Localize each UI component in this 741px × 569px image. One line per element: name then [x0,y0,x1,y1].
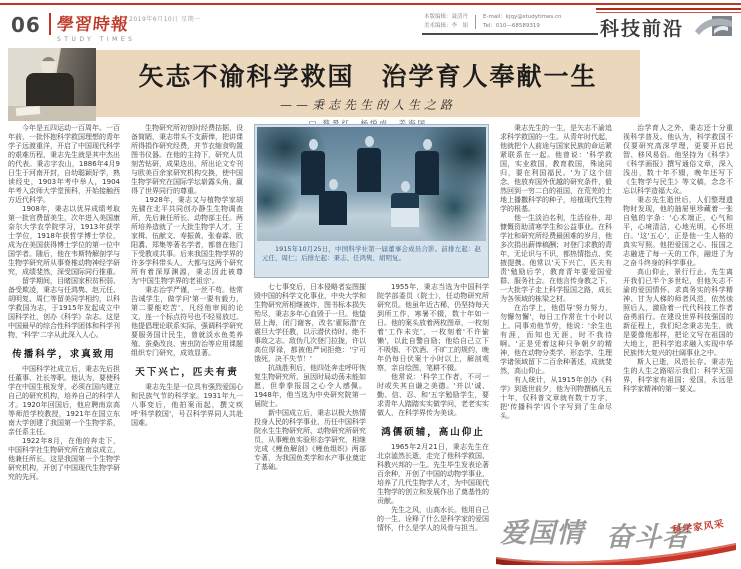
section-subhead: 鸿儒硕辅，高山仰止 [381,427,485,438]
editors-separator [475,15,476,29]
article-paragraph: 秉志治学严谨，一丝不苟。他常告诫学生，做学问'第一要有毅力，第二要能吃苦'，凡经他审阅的论文，连一个标点符号也不轻易放过。他提倡理论联系实际，强调科学研究要服务国计民生，曾就淡水鱼类养殖、蚕桑改良、害虫防治等应用课题组织专门研究，成效显著。 [131,286,243,357]
article-column [623,124,733,506]
group-photo-block [254,124,489,278]
article-column [254,283,366,562]
article-paragraph: 1908年，秉志以优异成绩考取第一批官费留美生，次年进入美国康奈尔大学农学院学习，1913年获学士学位，1918年获哲学博士学位，成为在美国获得博士学位的第一位中国学者。随后，他在韦斯特解剖学与生物学研究所从事脊椎动物神经学研究，成绩斐然，深受国际同行推重。 [8,205,120,276]
ribbon-graphic [496,541,736,565]
article-paragraph: 有人统计，从1915年创办《科学》到逝世前夕，他为刊物撰稿凡五十年，仅科普文章就有数十万字，把'传播科学'四个字写到了生命尽头。 [500,376,612,420]
group-photo-image [257,127,486,241]
masthead-divider [49,13,51,35]
editors-names [424,13,468,31]
article-paragraph: 中国科学社成立后，秉志先后担任董事、社长等职。他认为，要使科学在中国生根发芽，必须在国内建立自己的研究机构，培养自己的科学人才。1920年回国后，他应聘南京高等师范学校教授，1921年在国立东南大学创建了我国第一个生物学系，亲任系主任。 [8,365,120,436]
portrait-photo [8,48,96,121]
photo-figure [357,136,381,192]
article-paragraph: 抗战胜利后，他四处奔走呼吁恢复生物研究所，虽因时局动荡未能如愿，但拳拳报国之心令人感佩。1948年，他当选为中央研究院第一届院士。 [254,364,366,408]
article-paragraph: 生物研究所初创时经费拮据，设备简陋，秉志带头不支薪俸，把讲课所得捐作研究经费，并节衣缩食购置图书仪器。在他的主持下，研究人员刻苦钻研，成果迭出，所出论文专刊与欧美百余家研究机构交换，使中国生物学研究在国际学坛崭露头角，赢得了世界同行的尊重。 [131,124,243,195]
section-red-rule [596,8,741,10]
masthead [57,10,135,43]
article-column [500,124,612,506]
article-paragraph: 1955年，秉志当选为中国科学院学部委员（院士），任动物研究所研究员。他虽年近古稀，仍坚持每天到所工作，寒暑不辍，数十年如一日。他的案头放着两枚图章，一枚刻着'工作未完'，一枚刻着'不许偷懒'，以此自警自励；他给自己立下不吸烟、不饮酒、不旷工的规约，晚年仍每日伏案十小时以上，解剖观察，亲自绘图，笔耕不辍。 [377,283,489,372]
article-paragraph: 1928年，秉志又与植物学家胡先骕在北平共同创办静生生物调查所，先后兼任所长、动物部主任。两所培养造就了一大批生物学人才，王家楫、伍献文、寿振黄、张春霖、欧阳翥、郑集等著名学者，都曾在他门下受教或共事。后来我国生物学界的许多学科带头人，大都与这两个研究所有着深厚渊源，秉志因此被尊为'中国生物学界的老祖宗'。 [131,196,243,285]
banner-word: 奋斗者 [606,522,690,553]
section-title: 科技前沿 [600,18,685,40]
editor-line: 美术编辑：李 娟 [424,23,469,29]
article-paragraph: 在治学上，他倡导'努力努力，勿懈勿懈'，每日工作常在十小时以上。同事劝他节劳，他说：'余生也有涯，而知也无涯，时不我待啊。'正是凭着这种只争朝夕的精神，他在动物分类学、形态学、生理学诸领域留下二百余种著述，成就斐然，高山仰止。 [500,304,612,375]
banner-word: 爱国情 [500,518,584,549]
article-paragraph: 1922年8月，在他的奔走下，中国科学社生物研究所在南京成立，他兼任所长。这是我国第一个生物学研究机构，开创了中国现代生物学研究的先河。 [8,437,120,481]
portrait-figure-body [26,73,74,107]
article-subtitle: ——秉志先生的人生之路 [279,98,456,112]
page-number: 06 [11,13,41,37]
article-column [8,124,120,562]
editor-line: 本版编辑：聂清丹 [424,14,469,20]
section-logo-icon [694,14,734,38]
top-red-rule [0,3,741,5]
article-paragraph: 1965年2月21日，秉志先生在北京溘然长逝，走完了他科学救国、科教兴邦的一生。先生毕生发表论著百余种，开创了中国的动物学事业，培养了几代生物学人才，为中国现代生物学的创立和发展作出了奠基性的贡献。 [377,443,489,505]
article-paragraph: 治学育人之外，秉志还十分重视科学普及。他认为，科学救国不仅要研究高深学理，更要开启民智、移风易俗。他坚持为《科学》《科学画报》撰写通俗文章，深入浅出，数十年不辍，晚年还写下《生物学与民生》等文稿，念念不忘以科学造福大众。 [623,124,733,195]
article-paragraph: 高山仰止，景行行止。先生离开我们已半个多世纪，但他矢志不渝的爱国情怀、求真务实的科学精神、甘为人梯的师者风范，依然烛照后人，激励着一代代科技工作者奋勇前行。在建设世界科技强国的新征程上，我们纪念秉志先生，就是要像他那样，把论文写在祖国的大地上，把科学追求融入实现中华民族伟大复兴的壮阔事业之中。 [623,268,733,357]
article-paragraph: 秉志先生逝世后，人们整理遗物时发现，他的抽屉里珍藏着一张自勉的字条：'心术端正，心气和平，心境清洁，心地光明，心怀坦白。'这'五心'，正是他一生人格的真实写照。他把爱国之心、报国之志融进了每一天的工作，融进了为之奋斗终身的科学事业。 [623,196,733,267]
photo-figure [391,181,419,227]
article-paragraph: 留学期间，目睹国家积贫积弱、备受欺凌，秉志与任鸿隽、赵元任、胡明复、周仁等留美同学相约，以科学救国为志，于1915年发起成立中国科学社，创办《科学》杂志。这是中国最早的综合性科学团体和科学刊物，'科学'二字从此深入人心。 [8,277,120,339]
photo-figure [319,179,347,225]
section-red-rule-thin [596,12,741,13]
editors-info [424,13,562,31]
article-paragraph: 先生之风，山高水长。他用自己的一生，诠释了什么是科学家的爱国情怀，什么是学人的风骨与担当。 [377,506,489,532]
contact-line: E-mail：kjqy@studytimes.cn [483,14,562,20]
article-paragraph: 他一生淡泊名利，生活俭朴，却慷慨资助清寒学生和公益事业。在科学社和研究所经费最困难的岁月，他多次捐出薪俸稿酬；对登门求教的青年，无论识与不识，都热情指点、奖掖提携。他常以'天下兴亡，匹夫有责'勉励后学，教育青年要爱国爱群、服务社会。在他言传身教之下，一大批学子走上科学报国之路，成长为各领域的栋梁之材。 [500,214,612,303]
editors-underline-rule [422,33,598,35]
article-paragraph: 他常说：'科学工作者，不可一时或失其自谦之美德。'并以'诚、勤、信、忍、和'五字勉励学生，要求青年人踏踏实实做学问，老老实实做人，在科学界传为美谈。 [377,373,489,417]
article-title: 矢志不渝科学救国 治学育人奉献一生 [138,62,598,91]
photo-caption: 1915年10月25日，中国科学社第一届董事会成员合影。前排左起：赵元任、周仁；后排左起：秉志、任鸿隽、胡明复。 [262,245,481,262]
article-paragraph: 今年是五四运动一百周年。一百年前，一批怀抱科学救国理想的青年学子远渡重洋，开启了中国现代科学的艰难历程，秉志先生就是其中杰出的代表。秉志字农山，1886年4月9日生于河南开封，自幼聪颖好学，熟读经史，1903年考中举人，1904年考入京师大学堂预科，开始接触西方近代科学。 [8,124,120,204]
masthead-english: STUDY TIMES [57,36,136,43]
article-paragraph: 新中国成立后，秉志以极大热情投身人民的科学事业，历任中国科学院水生生物研究所、动物研究所研究员，从事鲤鱼实验形态学研究，相继完成《鲤鱼解剖》《鲤鱼组织》两部专著，为我国鱼类学和水产事业奠定了基础。 [254,409,366,471]
dateline: 2019年6月10日 星期一 [129,16,201,23]
section-subhead: 天下兴亡，匹夫有责 [135,367,239,378]
article-column [131,124,243,562]
portrait-figure-head [41,57,56,74]
section-subhead: 传播科学，求真致用 [12,349,116,360]
headline-panel [96,50,640,117]
article-paragraph: 秉志先生的一生，是矢志不渝追求科学救国的一生。从青年时代起，他就把个人前途与国家民族的命运紧紧联系在一起。他曾说：'科学救国，实业救国，教育救国，殊途同归，要在利国福民。'为了这个信念，他放弃国外优越的研究条件，毅然回到一穷二白的祖国，在荒芜的土地上播撒科学的种子，培植现代生物学的根基。 [500,124,612,213]
patriotism-banner [496,509,736,567]
editors-contact [483,13,562,31]
banner-tag: 科学家风采 [671,518,726,537]
article-paragraph: 斯人已逝，风范长存。秉志先生的人生之路昭示我们：科学无国界，科学家有祖国；爱国，永远是科学家精神的第一要义。 [623,358,733,393]
article-column [377,283,489,562]
contact-line: Tel：010—68589319 [483,23,540,29]
masthead-chinese: 學習時報 [55,15,130,35]
article-paragraph: 七七事变后，日本侵略者妄图摧毁中国的科学文化事业，中央大学和生物研究所相继被炸，图书标本损失殆尽，秉志多年心血毁于一旦。他蛰居上海，闭门谢客，改名'翟际潜'在震旦大学任教，以示潜伏待时、绝不事敌之志。敌伪几次登门拉拢，许以高位厚禄，都被他严词拒绝：'宁可饿死，决不失节！' [254,283,366,363]
article-paragraph: 秉志先生是一位具有强烈爱国心和民族气节的科学家。1931年九一八事变后，他拍案而起，撰文疾呼'科学救国'，号召科学界同人共赴国难。 [131,383,243,427]
